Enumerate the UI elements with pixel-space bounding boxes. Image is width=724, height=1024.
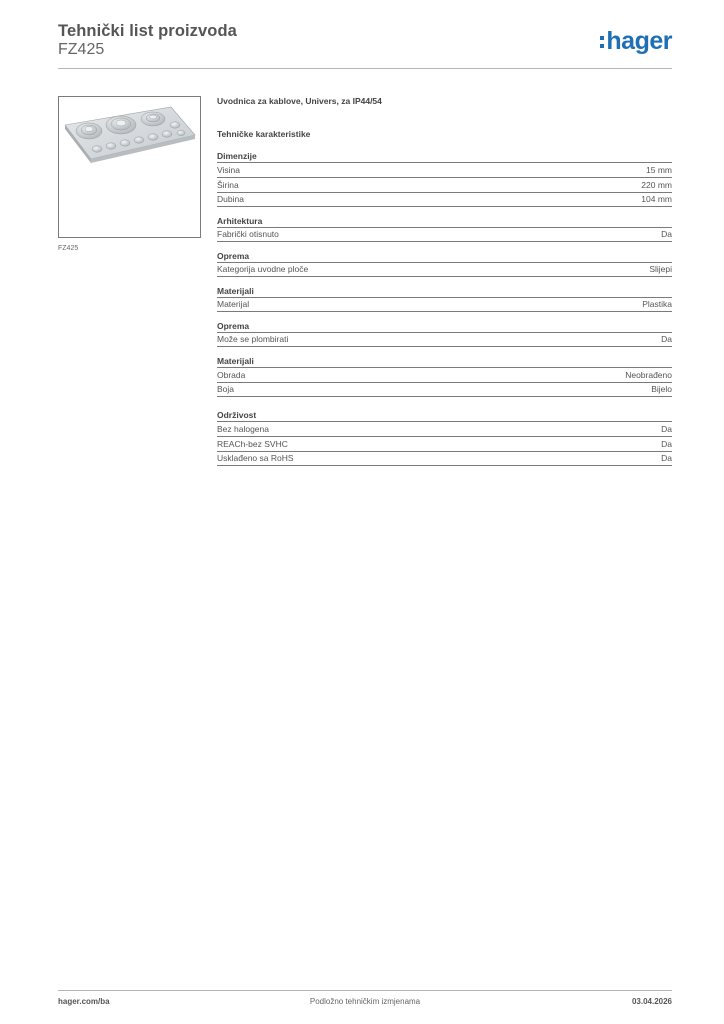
logo-text: hager bbox=[606, 26, 672, 55]
section-architecture bbox=[217, 216, 672, 242]
spec-row bbox=[217, 421, 672, 436]
spec-label: Obrada bbox=[217, 370, 246, 380]
section-equipment-2 bbox=[217, 321, 672, 347]
cable-gland-plate-image bbox=[59, 97, 200, 237]
spec-row bbox=[217, 436, 672, 451]
tech-characteristics-heading: Tehničke karakteristike bbox=[217, 129, 311, 139]
spec-row bbox=[217, 227, 672, 242]
spec-value: Da bbox=[661, 439, 672, 449]
website-link[interactable]: hager.com/ba bbox=[58, 997, 110, 1006]
product-image bbox=[58, 96, 201, 238]
section-title: Materijali bbox=[217, 286, 254, 296]
spec-row bbox=[217, 297, 672, 312]
section-title: Materijali bbox=[217, 356, 254, 366]
spec-label: Usklađeno sa RoHS bbox=[217, 453, 294, 463]
product-code: FZ425 bbox=[58, 41, 105, 58]
section-title: Oprema bbox=[217, 321, 250, 331]
section-sustainability bbox=[217, 410, 672, 466]
spec-label: Dubina bbox=[217, 194, 244, 204]
footer-divider bbox=[58, 990, 672, 991]
spec-row bbox=[217, 451, 672, 466]
spec-row bbox=[217, 332, 672, 347]
spec-value: Da bbox=[661, 229, 672, 239]
spec-row bbox=[217, 177, 672, 192]
document-title: Tehnički list proizvoda bbox=[58, 22, 237, 40]
footer-date: 03.04.2026 bbox=[631, 997, 672, 1006]
spec-value: 220 mm bbox=[641, 180, 672, 190]
section-title: Arhitektura bbox=[217, 216, 263, 226]
section-title: Dimenzije bbox=[217, 151, 257, 161]
spec-value: Slijepi bbox=[649, 264, 672, 274]
spec-value: Da bbox=[661, 424, 672, 434]
spec-row bbox=[217, 162, 672, 177]
spec-row bbox=[217, 367, 672, 382]
page-header bbox=[58, 20, 672, 70]
section-title: Oprema bbox=[217, 251, 250, 261]
section-equipment bbox=[217, 251, 672, 277]
spec-label: Fabrički otisnuto bbox=[217, 229, 279, 239]
spec-value: Da bbox=[661, 453, 672, 463]
hager-logo bbox=[600, 26, 672, 56]
spec-row bbox=[217, 192, 672, 207]
spec-value: Neobrađeno bbox=[625, 370, 672, 380]
section-title: Održivost bbox=[217, 410, 257, 420]
spec-value: Da bbox=[661, 334, 672, 344]
spec-value: Bijelo bbox=[651, 384, 672, 394]
spec-label: Bez halogena bbox=[217, 424, 269, 434]
spec-label: Visina bbox=[217, 165, 240, 175]
footer-notice: Podložno tehničkim izmjenama bbox=[309, 997, 421, 1006]
header-divider bbox=[58, 68, 672, 69]
spec-label: Može se plombirati bbox=[217, 334, 289, 344]
spec-row bbox=[217, 382, 672, 397]
section-materials bbox=[217, 286, 672, 312]
section-dimensions bbox=[217, 151, 672, 207]
spec-label: Materijal bbox=[217, 299, 250, 309]
page-footer bbox=[58, 997, 672, 1011]
logo-mark-icon bbox=[600, 36, 604, 48]
spec-value: Plastika bbox=[642, 299, 672, 309]
spec-value: 15 mm bbox=[646, 165, 672, 175]
spec-value: 104 mm bbox=[641, 194, 672, 204]
product-description: Uvodnica za kablove, Univers, za IP44/54 bbox=[217, 96, 382, 106]
spec-label: Kategorija uvodne ploče bbox=[217, 264, 309, 274]
image-caption: FZ425 bbox=[58, 245, 79, 252]
section-materials-2 bbox=[217, 356, 672, 397]
spec-label: REACh-bez SVHC bbox=[217, 439, 288, 449]
spec-label: Boja bbox=[217, 384, 235, 394]
spec-label: Širina bbox=[217, 180, 239, 190]
product-content bbox=[217, 96, 672, 466]
spec-row bbox=[217, 262, 672, 277]
